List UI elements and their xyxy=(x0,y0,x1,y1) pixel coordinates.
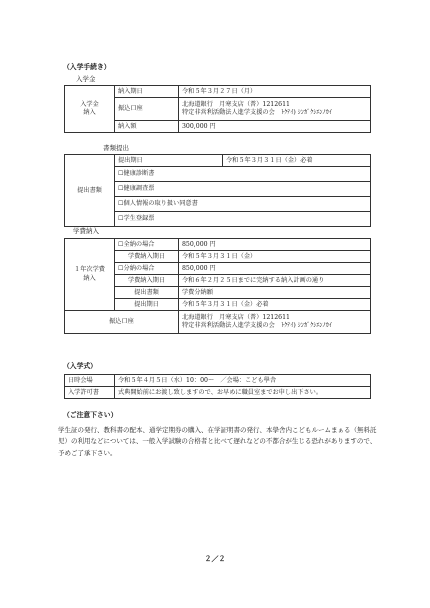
tuition-row-value: 850,000 円 xyxy=(179,239,371,251)
procedure-heading: （入学手続き） xyxy=(63,63,111,71)
bank-account-value xyxy=(179,98,371,121)
documents-deadline-value: 令和５年３月３１日（金）必着 xyxy=(223,155,371,167)
tuition-account-line-2: 特定非営利活動法人進学支援の会 ﾄｸﾃｲ) ｼﾝｶﾞｸｼｴﾝﾉｶｲ xyxy=(182,322,332,329)
amount-label: 納入額 xyxy=(115,121,179,133)
enrollment-fee-label-2: 納入 xyxy=(83,109,96,116)
ceremony-date-value: 令和５年４月５日（水）10：00～ ／会場：こども學舎 xyxy=(115,375,371,387)
tuition-row-label: 学費納入期日 xyxy=(115,275,179,287)
enrollment-fee-label-1: 入学金 xyxy=(80,100,99,108)
ceremony-table xyxy=(64,374,371,399)
amount-value: 300,000 円 xyxy=(179,121,371,133)
tuition-row-value: 令和５年３月３１日（金） xyxy=(179,251,371,263)
document-item: ☐個人情報の取り扱い同意書 xyxy=(115,197,371,212)
admission-permit-value: 式典開始前にお渡し致しますので、お早めに職員室までお申し出下さい。 xyxy=(115,387,371,399)
payment-date-value: 令和５年３月２７日（月） xyxy=(179,86,371,98)
documents-table xyxy=(64,154,371,227)
enrollment-fee-title: 入学金 xyxy=(76,75,96,83)
tuition-table xyxy=(64,238,371,334)
tuition-row-label: ☐全納の場合 xyxy=(115,239,179,251)
tuition-row-label: 提出期日 xyxy=(115,299,179,311)
ceremony-date-label: 日時会場 xyxy=(65,375,115,387)
page-number: ２／２ xyxy=(204,554,226,563)
tuition-row-value: 学費分納願 xyxy=(179,287,371,299)
tuition-row-label: 提出書類 xyxy=(115,287,179,299)
documents-deadline-label: 提出期日 xyxy=(115,155,223,167)
tuition-row-label: ☐分納の場合 xyxy=(115,263,179,275)
bank-account-line-2: 特定非営利活動法人進学支援の会 ﾄｸﾃｲ) ｼﾝｶﾞｸｼｴﾝﾉｶｲ xyxy=(182,109,332,116)
documents-left-label: 提出書類 xyxy=(65,155,115,227)
tuition-account-value xyxy=(179,311,371,334)
ceremony-heading: （入学式） xyxy=(63,362,97,370)
tuition-account-line-1: 北海道銀行 月寒支店（普）1212611 xyxy=(182,313,290,321)
tuition-row-value: 令和５年３月３１日（金）必着 xyxy=(179,299,371,311)
document-item: ☐健康調査票 xyxy=(115,182,371,197)
tuition-label-2: 納入 xyxy=(83,274,96,282)
tuition-left-label xyxy=(65,239,115,311)
notes-text: 学生証の発行、教科書の配本、通学定期券の購入、在学証明書の発行、本學舎内こどもルームまぁる（無料託児）の利用などについては、一般入学試験の合格者と比べて遅れなどの不都合が生じる恐れがありますので、予めご了承下さい。 xyxy=(58,426,377,457)
payment-date-label: 納入期日 xyxy=(115,86,179,98)
enrollment-fee-left-label xyxy=(65,86,115,133)
documents-title: 書類提出 xyxy=(103,144,129,152)
document-item: ☐学生登録票 xyxy=(115,212,371,227)
bank-account-label: 振込口座 xyxy=(115,98,179,121)
tuition-title: 学費納入 xyxy=(73,227,99,235)
admission-permit-label: 入学許可書 xyxy=(65,387,115,399)
tuition-row-label: 学費納入期日 xyxy=(115,251,179,263)
tuition-account-label: 振込口座 xyxy=(65,311,179,334)
tuition-row-value: 令和６年２月２５日までに完納する納入計画の通り xyxy=(179,275,371,287)
enrollment-fee-table xyxy=(64,85,371,133)
bank-account-line-1: 北海道銀行 月寒支店（普）1212611 xyxy=(182,100,290,108)
notes-heading: （ご注意下さい） xyxy=(63,411,118,419)
tuition-label-1: １年次学費 xyxy=(74,266,105,274)
tuition-row-value: 850,000 円 xyxy=(179,263,371,275)
document-item: ☐健康診断書 xyxy=(115,167,371,182)
